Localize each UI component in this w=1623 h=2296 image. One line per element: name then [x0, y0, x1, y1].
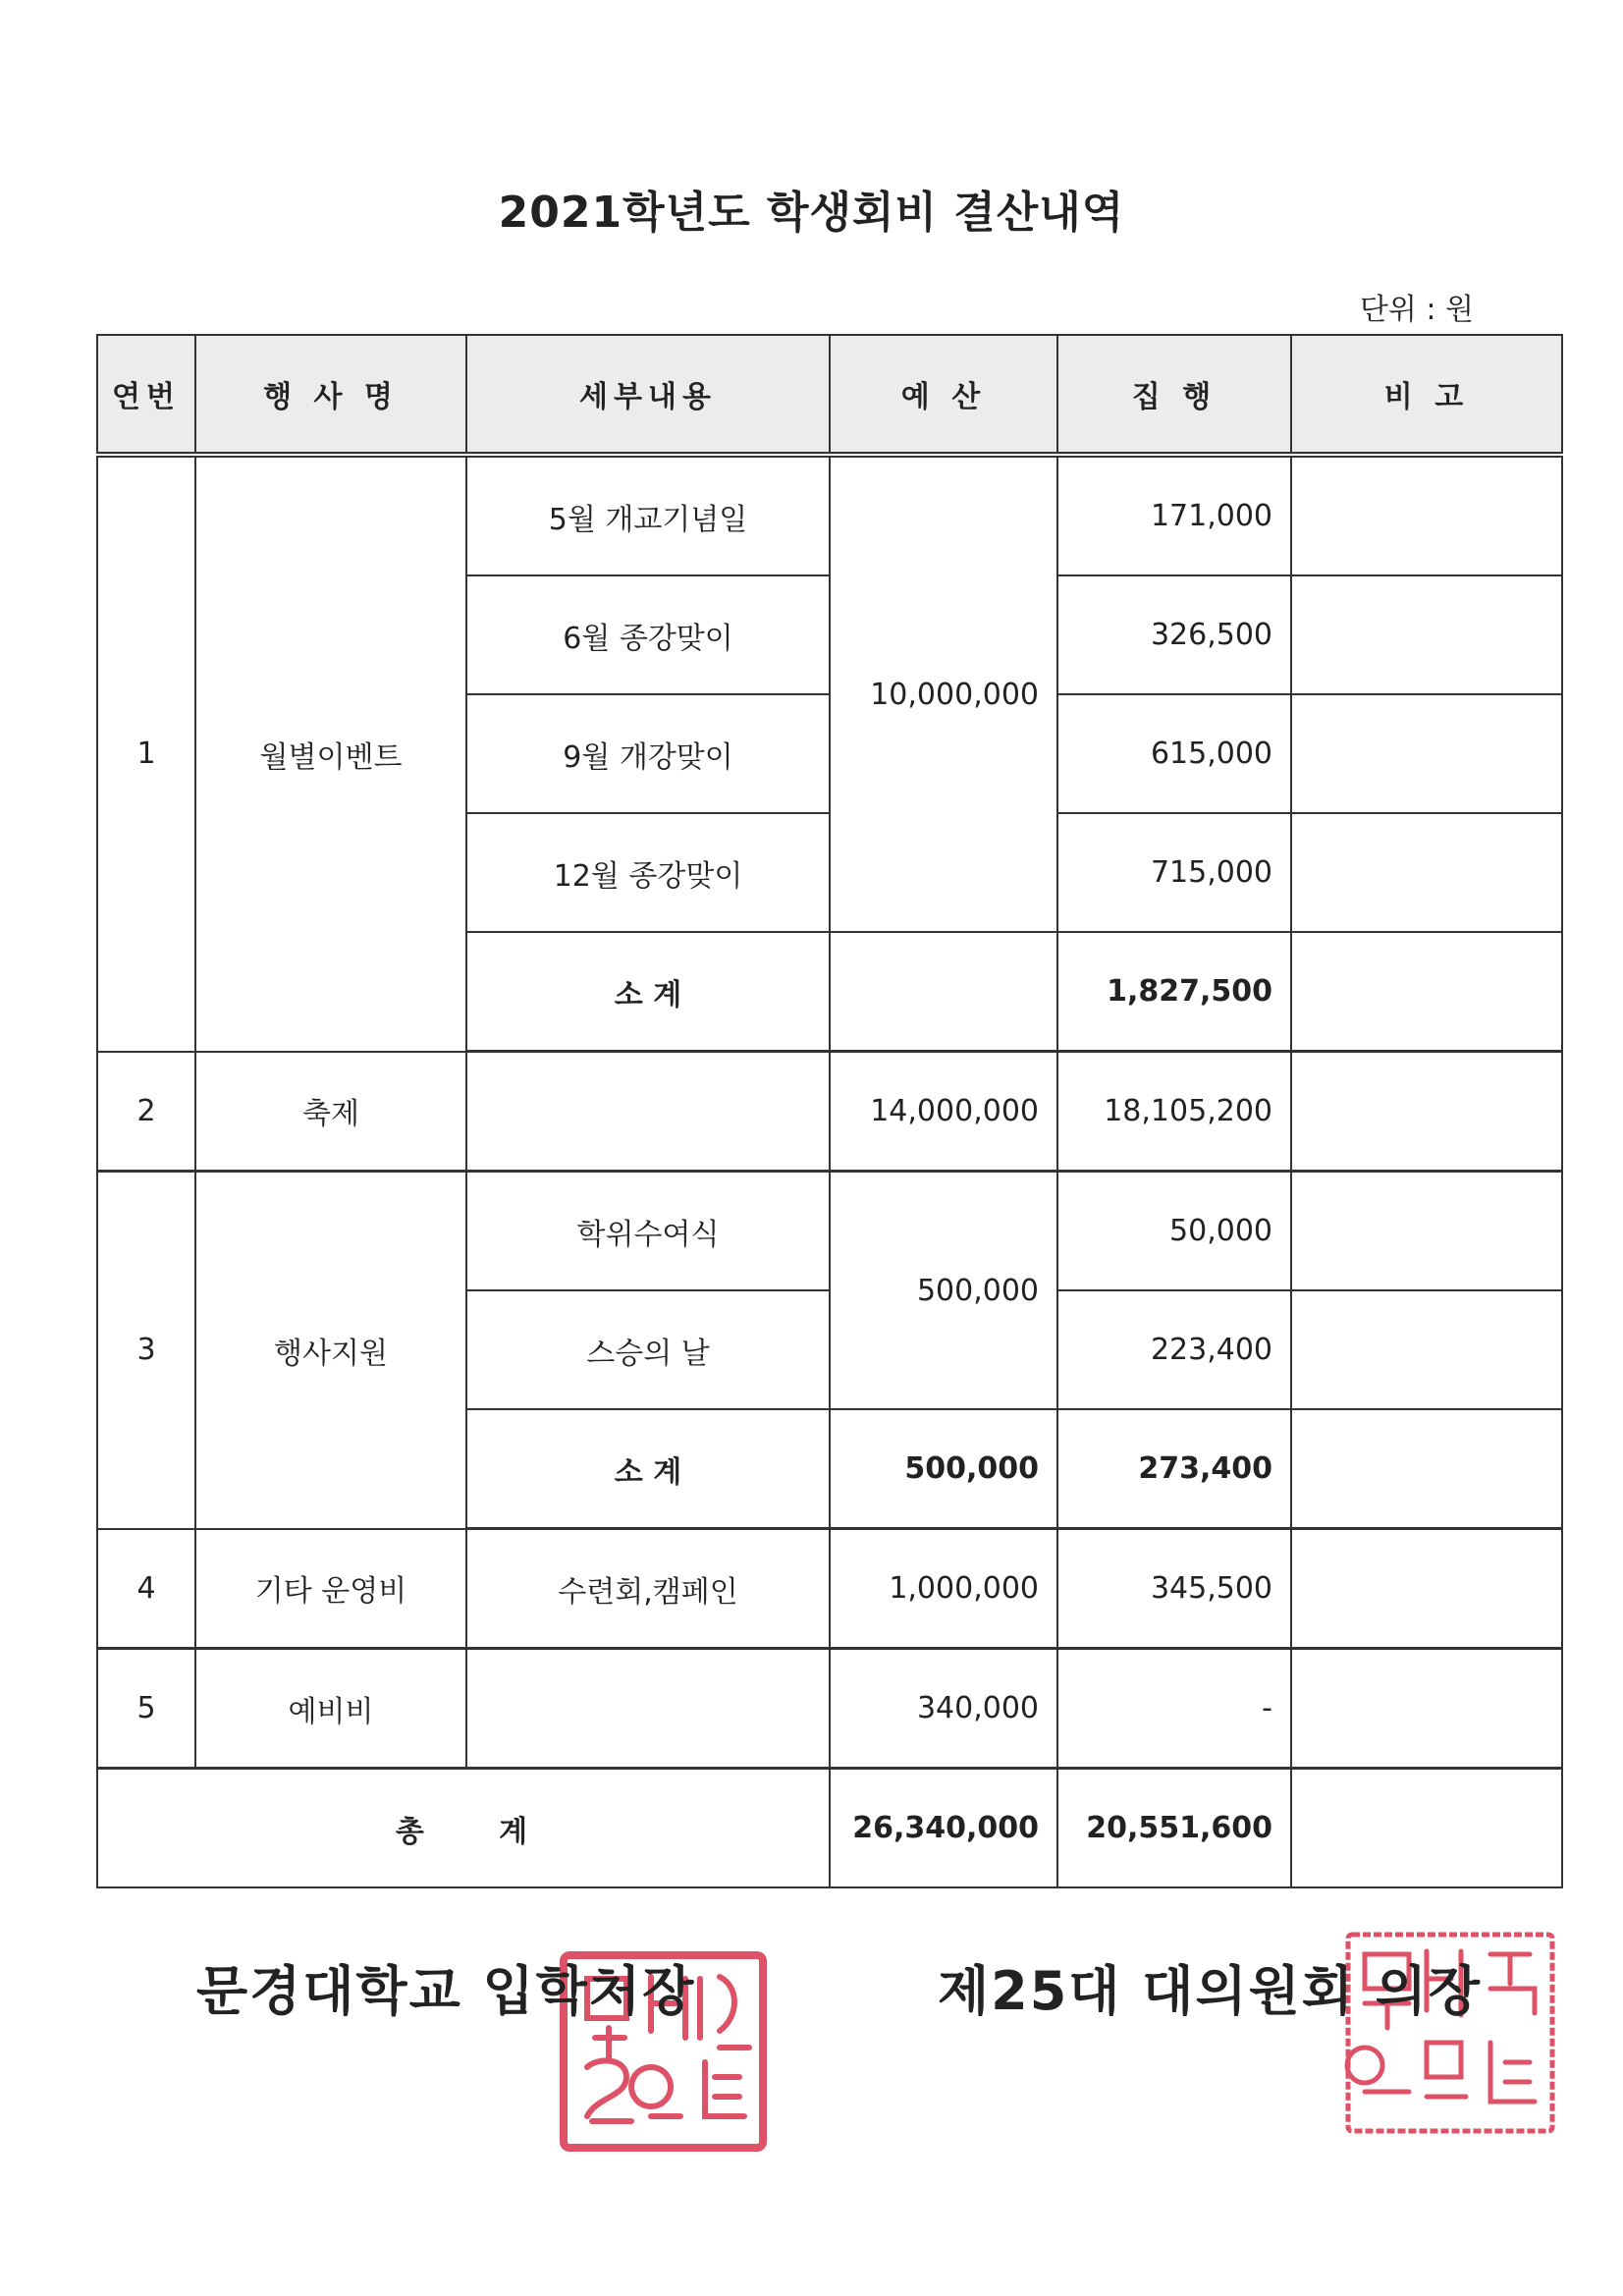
- cell-event: 월별이벤트: [195, 455, 466, 1052]
- cell-spent: 18,105,200: [1057, 1052, 1291, 1172]
- page-title: 2021학년도 학생회비 결산내역: [498, 188, 1125, 238]
- cell-spent: 326,500: [1057, 575, 1291, 694]
- cell-detail: 5월 개교기념일: [466, 455, 830, 575]
- cell-no: 2: [97, 1052, 195, 1172]
- cell-spent: -: [1057, 1649, 1291, 1769]
- cell-note: [1291, 1290, 1562, 1409]
- header-event: 행 사 명: [195, 335, 466, 455]
- table-row: [97, 1172, 1562, 1291]
- table-row: [97, 1052, 1562, 1172]
- table-row: [97, 455, 1562, 575]
- cell-total-spent: 20,551,600: [1057, 1769, 1291, 1888]
- cell-subtotal-spent: 273,400: [1057, 1409, 1291, 1529]
- cell-spent: 223,400: [1057, 1290, 1291, 1409]
- cell-detail: 9월 개강맞이: [466, 694, 830, 813]
- cell-spent: 615,000: [1057, 694, 1291, 813]
- unit-label: 단위 : 원: [1359, 293, 1474, 327]
- cell-no: 5: [97, 1649, 195, 1769]
- cell-subtotal-label: 소 계: [466, 932, 830, 1052]
- cell-total-budget: 26,340,000: [830, 1769, 1057, 1888]
- cell-note: [1291, 1172, 1562, 1291]
- cell-note: [1291, 1769, 1562, 1888]
- header-detail: 세부내용: [466, 335, 830, 455]
- left-signature: 문경대학교 입학처장: [196, 1960, 696, 2022]
- cell-event: 예비비: [195, 1649, 466, 1769]
- cell-note: [1291, 694, 1562, 813]
- header-no: 연번: [97, 335, 195, 455]
- cell-note: [1291, 1529, 1562, 1649]
- header-note: 비 고: [1291, 335, 1562, 455]
- header-row: [97, 335, 1562, 455]
- cell-detail: 6월 종강맞이: [466, 575, 830, 694]
- right-signature: 제25대 대의원회 의장: [938, 1960, 1483, 2022]
- cell-note: [1291, 1052, 1562, 1172]
- cell-subtotal-label: 소 계: [466, 1409, 830, 1529]
- cell-spent: 715,000: [1057, 813, 1291, 932]
- cell-detail: [466, 1649, 830, 1769]
- total-row: [97, 1769, 1562, 1888]
- cell-detail: 수련회,캠페인: [466, 1529, 830, 1649]
- cell-budget: 500,000: [830, 1172, 1057, 1410]
- header-spent: 집 행: [1057, 335, 1291, 455]
- cell-spent: 171,000: [1057, 455, 1291, 575]
- cell-budget: 10,000,000: [830, 455, 1057, 932]
- cell-total-label: 총 계: [97, 1769, 830, 1888]
- cell-detail: [466, 1052, 830, 1172]
- cell-no: 1: [97, 455, 195, 1052]
- cell-budget: 340,000: [830, 1649, 1057, 1769]
- cell-event: 축제: [195, 1052, 466, 1172]
- budget-table: [96, 334, 1563, 1888]
- cell-no: 4: [97, 1529, 195, 1649]
- cell-note: [1291, 932, 1562, 1052]
- cell-budget: 14,000,000: [830, 1052, 1057, 1172]
- cell-note: [1291, 1649, 1562, 1769]
- cell-event: 기타 운영비: [195, 1529, 466, 1649]
- cell-subtotal-budget: 500,000: [830, 1409, 1057, 1529]
- cell-budget: 1,000,000: [830, 1529, 1057, 1649]
- cell-subtotal-budget: [830, 932, 1057, 1052]
- cell-no: 3: [97, 1172, 195, 1529]
- cell-detail: 12월 종강맞이: [466, 813, 830, 932]
- cell-detail: 스승의 날: [466, 1290, 830, 1409]
- header-budget: 예 산: [830, 335, 1057, 455]
- cell-event: 행사지원: [195, 1172, 466, 1529]
- cell-detail: 학위수여식: [466, 1172, 830, 1291]
- cell-note: [1291, 455, 1562, 575]
- cell-spent: 345,500: [1057, 1529, 1291, 1649]
- cell-note: [1291, 1409, 1562, 1529]
- table-row: [97, 1649, 1562, 1769]
- cell-subtotal-spent: 1,827,500: [1057, 932, 1291, 1052]
- cell-note: [1291, 813, 1562, 932]
- cell-spent: 50,000: [1057, 1172, 1291, 1291]
- cell-note: [1291, 575, 1562, 694]
- table-row: [97, 1529, 1562, 1649]
